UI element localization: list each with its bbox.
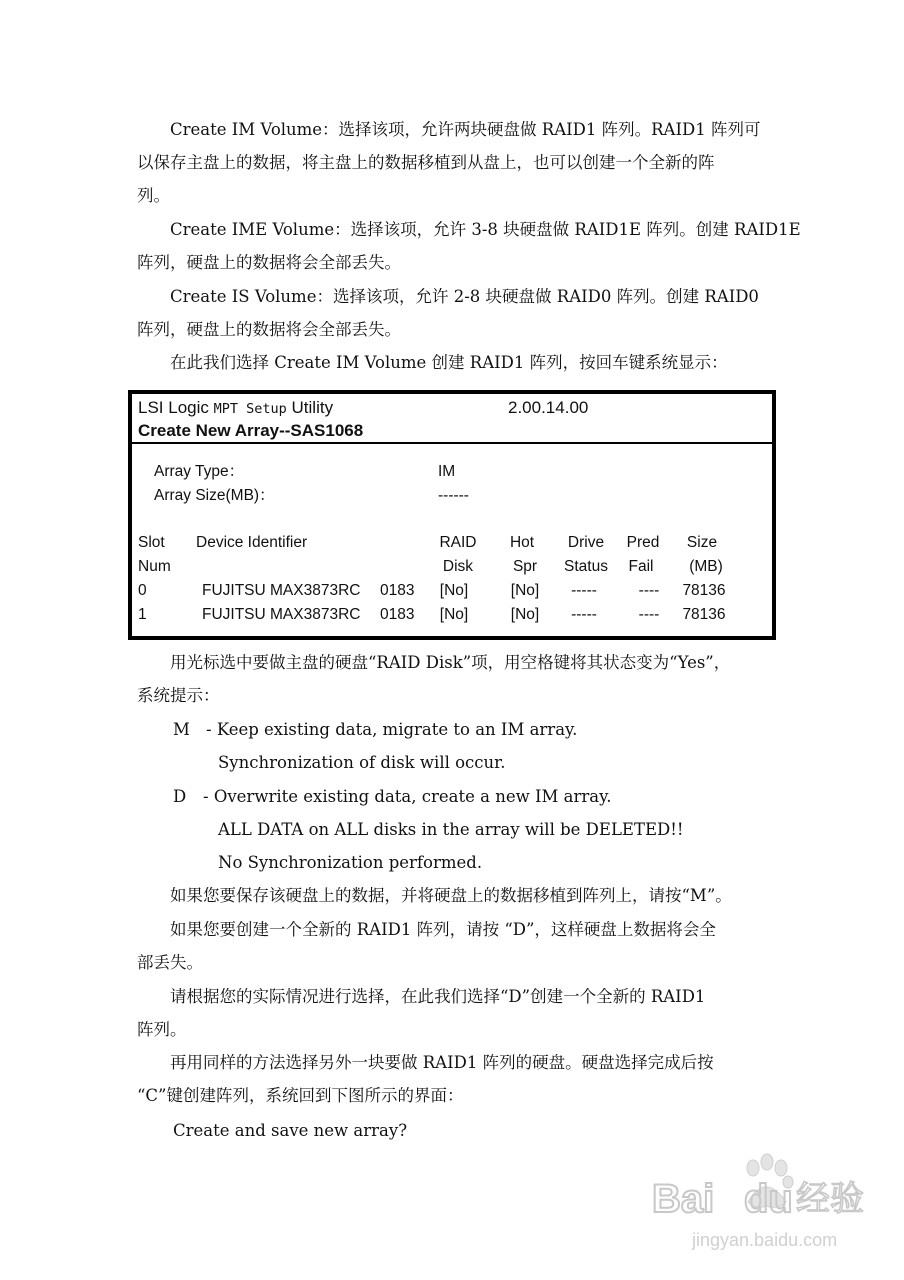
row-slot: 0 <box>138 582 147 599</box>
paragraph-create-ime: Create IME Volume：选择该项，允许 3-8 块硬盘做 RAID1E 阵列。创建 RAID1E <box>170 220 801 239</box>
header-drive: Drive <box>567 534 605 551</box>
row-hot-spare[interactable]: [No] <box>510 582 540 599</box>
paragraph-create-save: Create and save new array? <box>173 1121 408 1140</box>
title-lsi-logic: LSI Logic <box>138 398 209 417</box>
paragraph-create-im: 列。 <box>137 186 170 205</box>
utility-title <box>138 398 333 419</box>
paragraph-choose-d: 阵列。 <box>137 1020 187 1039</box>
paragraph-create-is: 阵列，硬盘上的数据将会全部丢失。 <box>137 320 401 339</box>
screen-subtitle: Create New Array--SAS1068 <box>138 421 364 440</box>
array-type-label: Array Type： <box>154 463 245 480</box>
paragraph-press-d: 如果您要创建一个全新的 RAID1 阵列，请按 “D”，这样硬盘上数据将会全 <box>170 920 716 939</box>
paragraph-raid-disk: 系统提示： <box>137 686 220 705</box>
watermark-url: jingyan.baidu.com <box>692 1230 838 1250</box>
option-d-key: D <box>173 787 187 806</box>
title-utility: Utility <box>291 398 334 417</box>
baidu-jingyan-watermark <box>648 1140 888 1270</box>
paragraph-select-im: 在此我们选择 Create IM Volume 创建 RAID1 阵列，按回车键系统显示： <box>170 353 728 372</box>
row-device: FUJITSU MAX3873RC <box>202 606 361 623</box>
row-drive-status: ----- <box>571 606 597 623</box>
row-raid-disk[interactable]: [No] <box>439 582 469 599</box>
row-raid-disk[interactable]: [No] <box>439 606 469 623</box>
option-d-note: No Synchronization performed. <box>218 853 483 872</box>
paragraph-create-im: 以保存主盘上的数据，将主盘上的数据移植到从盘上，也可以创建一个全新的阵 <box>137 153 715 172</box>
paragraph-press-c: 再用同样的方法选择另外一块要做 RAID1 阵列的硬盘。硬盘选择完成后按 <box>170 1053 714 1072</box>
lsi-setup-screen <box>128 390 776 640</box>
row-device: FUJITSU MAX3873RC <box>202 582 361 599</box>
paragraph-create-ime: 阵列，硬盘上的数据将会全部丢失。 <box>137 253 401 272</box>
header-device: Device Identifier <box>196 534 308 551</box>
watermark-jingyan: 经验 <box>796 1180 864 1218</box>
header-fail: Fail <box>628 558 654 575</box>
header-slot: Slot <box>138 534 165 551</box>
title-mpt-setup: MPT Setup <box>213 401 287 417</box>
option-m-text: - Keep existing data, migrate to an IM array. <box>206 720 578 739</box>
paragraph-create-is: Create IS Volume：选择该项，允许 2-8 块硬盘做 RAID0 阵列。创建 RAID0 <box>170 287 759 306</box>
option-d-warning: ALL DATA on ALL disks in the array will be DELETED!! <box>218 820 684 839</box>
header-disk: Disk <box>442 558 474 575</box>
row-hot-spare[interactable]: [No] <box>510 606 540 623</box>
array-size-value: ------ <box>438 487 469 504</box>
row-size: 78136 <box>682 582 726 599</box>
row-pred-fail: ---- <box>638 606 660 623</box>
paragraph-raid-disk: 用光标选中要做主盘的硬盘“RAID Disk”项，用空格键将其状态变为“Yes”， <box>170 653 731 672</box>
option-m-key: M <box>173 720 190 739</box>
option-d-text: - Overwrite existing data, create a new IM array. <box>203 787 612 806</box>
row-pred-fail: ---- <box>638 582 660 599</box>
row-revision: 0183 <box>380 582 415 599</box>
watermark-graphic <box>648 1140 888 1270</box>
paragraph-press-c: “C”键创建阵列，系统回到下图所示的界面： <box>137 1086 464 1105</box>
header-pred: Pred <box>626 534 660 551</box>
header-status: Status <box>564 558 608 575</box>
header-mb: (MB) <box>689 558 723 575</box>
paragraph-press-d: 部丢失。 <box>137 953 203 972</box>
utility-version: 2.00.14.00 <box>508 398 589 417</box>
option-m-note: Synchronization of disk will occur. <box>218 753 506 772</box>
array-size-label: Array Size(MB)： <box>154 487 275 504</box>
row-slot: 1 <box>138 606 147 623</box>
header-size: Size <box>686 534 718 551</box>
header-hot: Hot <box>509 534 535 551</box>
header-num: Num <box>138 558 171 575</box>
header-spr: Spr <box>512 558 538 575</box>
paragraph-choose-d: 请根据您的实际情况进行选择，在此我们选择“D”创建一个全新的 RAID1 <box>170 987 706 1006</box>
row-revision: 0183 <box>380 606 415 623</box>
row-size: 78136 <box>682 606 726 623</box>
header-raid: RAID <box>439 534 477 551</box>
row-drive-status: ----- <box>571 582 597 599</box>
watermark-bai: Bai <box>652 1177 715 1221</box>
paragraph-press-m: 如果您要保存该硬盘上的数据，并将硬盘上的数据移植到阵列上，请按“M”。 <box>170 886 732 905</box>
screen-header <box>132 394 772 444</box>
array-type-value: IM <box>438 463 456 480</box>
paragraph-create-im: Create IM Volume：选择该项，允许两块硬盘做 RAID1 阵列。RAID1 阵列可 <box>170 120 761 139</box>
watermark-du: du <box>744 1177 793 1221</box>
